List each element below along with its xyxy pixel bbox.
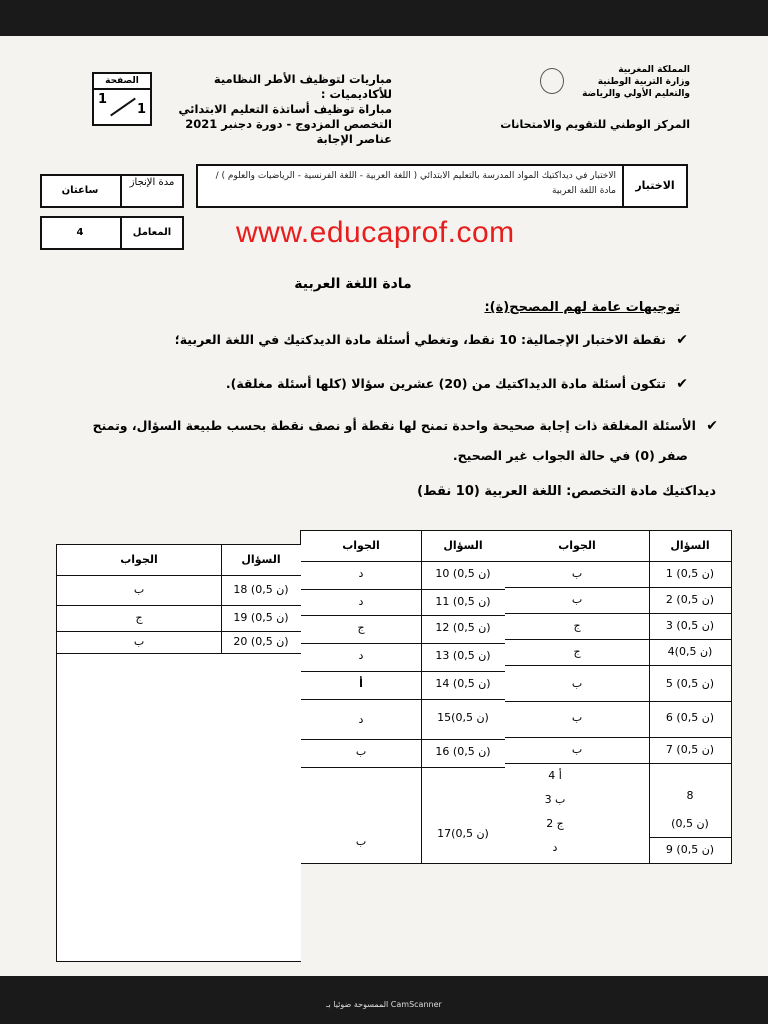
check-icon: ✔ <box>676 332 688 348</box>
title-line: مباراة توظيف أساتذة التعليم الابتدائي <box>178 102 392 116</box>
header-question: السؤال <box>443 539 483 552</box>
guideline-item <box>48 326 688 354</box>
answer-cell: ج <box>357 621 365 634</box>
section-heading: ديداكتيك مادة التخصص: اللغة العربية (10 نقط) <box>417 484 716 499</box>
duration-label: مدة الإنجاز <box>120 176 182 206</box>
document-sheet <box>0 36 768 976</box>
guideline-item <box>38 412 718 440</box>
page-divider <box>110 98 136 117</box>
duration-box <box>40 174 184 208</box>
question-cell: 7 (0,5 ن) <box>665 743 715 756</box>
question-cell: 10 (0,5 ن) <box>435 567 491 580</box>
header-question: السؤال <box>670 539 710 552</box>
answer-cell: ب <box>355 745 367 758</box>
answer-table-col2 <box>300 530 505 864</box>
answer-cell: د <box>552 841 558 854</box>
answer-cell: ب <box>133 583 145 596</box>
check-icon: ✔ <box>706 418 718 434</box>
answer-cell: ج <box>573 645 581 658</box>
header-answer: الجواب <box>120 553 158 566</box>
question-cell: 15(0,5 ن) <box>437 711 489 724</box>
answer-cell: د <box>358 567 364 580</box>
guideline-item <box>48 370 688 398</box>
question-cell: 11 (0,5 ن) <box>435 595 491 608</box>
header-answer: الجواب <box>558 539 596 552</box>
guideline-text: صفر (0) في حالة الجواب غير الصحيح. <box>452 448 688 463</box>
answer-cell: ب <box>571 743 583 756</box>
ministry-line: وزارة التربية الوطنية <box>597 77 690 87</box>
coefficient-value: 4 <box>76 227 84 238</box>
question-cell: 18 (0,5 ن) <box>233 583 289 596</box>
page-number-box <box>92 72 152 126</box>
exam-label: الاختبار <box>622 166 686 206</box>
ministry-block <box>570 64 690 100</box>
answer-cell: ج 2 <box>546 817 564 830</box>
answer-cell: ب <box>571 677 583 690</box>
question-cell: 3 (0,5 ن) <box>665 619 715 632</box>
page-number: 1 <box>98 92 108 107</box>
answer-cell: د <box>358 713 364 726</box>
ministry-line: المملكة المغربية <box>618 65 690 75</box>
guideline-text: الأسئلة المغلقة ذات إجابة صحيحة واحدة تمنح لها نقطة أو نصف نقطة بحسب طبيعة السؤال، وتمنح <box>92 418 696 433</box>
answer-cell: ب <box>571 593 583 606</box>
title-line: التخصص المزدوج - دورة دجنبر 2021 <box>185 117 392 131</box>
coefficient-box <box>40 216 184 250</box>
coefficient-label: المعامل <box>120 218 182 248</box>
subject-title: مادة اللغة العربية <box>294 276 412 292</box>
scanner-footer: الممسوحة ضوئيا بـ CamScanner <box>326 1000 442 1009</box>
question-cell: 9 (0,5 ن) <box>665 843 715 856</box>
duration-value: ساعتان <box>61 185 99 196</box>
question-cell: 6 (0,5 ن) <box>665 711 715 724</box>
answer-table-col1 <box>504 530 732 864</box>
answer-table-col3 <box>56 544 301 962</box>
header-answer: الجواب <box>342 539 380 552</box>
header-question: السؤال <box>241 553 281 566</box>
answer-cell: د <box>358 595 364 608</box>
question-cell: 2 (0,5 ن) <box>665 593 715 606</box>
question-cell: 17(0,5 ن) <box>437 827 489 840</box>
answer-cell: ب <box>571 567 583 580</box>
title-line: مباريات لتوظيف الأطر النظامية للأكاديميات : <box>213 72 392 101</box>
answer-cell: ب <box>133 635 145 648</box>
answer-cell: د <box>358 649 364 662</box>
question-cell: 1 (0,5 ن) <box>665 567 715 580</box>
page-label: الصفحة <box>94 74 150 90</box>
question-cell: 20 (0,5 ن) <box>233 635 289 648</box>
answer-cell: ب <box>571 711 583 724</box>
title-line: عناصر الإجابة <box>316 132 392 146</box>
center-name: المركز الوطني للتقويم والامتحانات <box>500 118 690 131</box>
question-cell: 14 (0,5 ن) <box>435 677 491 690</box>
exam-title-block <box>160 72 392 147</box>
exam-description: الاختبار في ديداكتيك المواد المدرسة بالتعليم الابتدائي ( اللغة العربية - اللغة الفرنسية - الرياضيات والعلوم ) / مادة اللغة العربية <box>215 171 616 196</box>
question-cell: 5 (0,5 ن) <box>665 677 715 690</box>
answer-cell: ج <box>135 611 143 624</box>
exam-info-box <box>196 164 688 208</box>
question-cell: (0,5 ن) <box>671 817 709 830</box>
watermark-url: www.educaprof.com <box>236 216 515 249</box>
guideline-text: تتكون أسئلة مادة الديداكتيك من (20) عشرين سؤالا (كلها أسئلة مغلقة). <box>225 376 666 391</box>
question-cell: 16 (0,5 ن) <box>435 745 491 758</box>
ministry-logo <box>540 68 564 94</box>
guideline-text: نقطة الاختبار الإجمالية: 10 نقط، وتغطي أسئلة مادة الديدكتيك في اللغة العربية؛ <box>174 332 666 347</box>
check-icon: ✔ <box>676 376 688 392</box>
guideline-item <box>48 442 688 470</box>
answer-cell: ب <box>355 835 367 848</box>
answer-cell: ج <box>573 619 581 632</box>
question-cell: 13 (0,5 ن) <box>435 649 491 662</box>
answer-cell: أ 4 <box>548 769 562 782</box>
page-total: 1 <box>136 102 146 117</box>
question-cell: 4(0,5 ن) <box>667 645 713 658</box>
ministry-line: والتعليم الأولي والرياضة <box>582 89 690 99</box>
answer-cell: أ <box>359 677 363 690</box>
question-cell: 19 (0,5 ن) <box>233 611 289 624</box>
question-cell: 12 (0,5 ن) <box>435 621 491 634</box>
guidelines-heading: توجيهات عامة لهم المصحح(ة): <box>484 300 680 315</box>
question-cell: 8 <box>686 789 694 802</box>
answer-cell: ب 3 <box>544 793 566 806</box>
